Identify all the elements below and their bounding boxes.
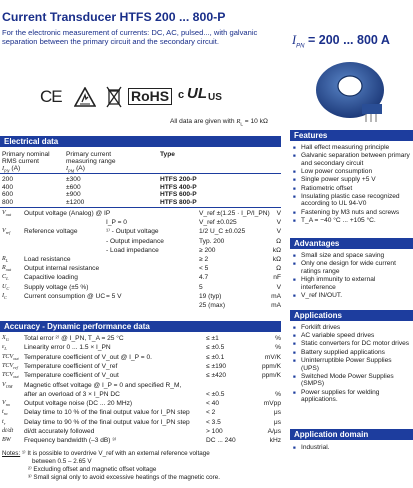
accuracy-unit: ppm/K (261, 362, 281, 370)
advantages-list (292, 252, 410, 300)
esd-warning-icon (74, 87, 96, 107)
col-range-line1: Primary current (66, 151, 112, 158)
feature-item: ■ Single power supply +5 V (292, 176, 410, 184)
accuracy-label: after an overload of 3 × I_PN DC (24, 390, 120, 398)
application-domain-list (292, 444, 410, 452)
application-item: ■ Uninterruptible Power Supplies (UPS) (292, 357, 410, 372)
accuracy-symbol: $TCV_{out}$ (2, 372, 19, 380)
ul-mark-us: US (208, 92, 222, 103)
electrical-data-header: Electrical data (0, 136, 281, 147)
intro-text: For the electronic measurement of currents: DC, AC, pulsed..., with galvanic separation between the primary circuit and the secondary circuit. (2, 28, 258, 46)
accuracy-value: < 3.5 (206, 418, 221, 426)
feature-item: ■ Hall effect measuring principle (292, 144, 410, 152)
transducer-product-image (292, 52, 402, 126)
accuracy-value: ≤ ±0.5 (206, 344, 225, 352)
accuracy-symbol: $t_r$ (2, 418, 6, 426)
accuracy-label: Magnetic offset voltage @ I_P = 0 and specified R_M, (24, 381, 182, 389)
type-row-model: HTFS 600-P (160, 191, 197, 199)
accuracy-value: > 100 (206, 428, 223, 435)
type-row-model: HTFS 800-P (160, 198, 197, 206)
domain-item: ■ Industrial. (292, 444, 410, 452)
table-header-divider (0, 173, 281, 174)
accuracy-value: ≤ ±190 (206, 362, 227, 370)
application-domain-header: Application domain (290, 429, 413, 440)
param-symbol: $I_C$ (2, 292, 7, 301)
param-value: ≥ 2 (199, 256, 209, 263)
applications-list (292, 324, 410, 405)
ul-mark-c: c (178, 89, 185, 101)
param-unit: kΩ (272, 256, 281, 263)
param-unit: nF (273, 274, 281, 282)
param-unit: mA (271, 302, 281, 309)
accuracy-label: Linearity error 0 ... 1.5 × I_PN (24, 344, 111, 352)
load-resistance-note: All data are given with $R_L = 10$ kΩ (170, 118, 268, 127)
application-item: ■ Switched Mode Power Supplies (SMPS) (292, 373, 410, 388)
note-3: ³⁾ Small signal only to avoid excessive heatings of the magnetic core. (28, 474, 220, 481)
accuracy-symbol: $TCV_{out}$ (2, 353, 19, 361)
accuracy-symbol: $X_G$ (2, 335, 9, 343)
col-primary-sym: $I_{PN}$ (A) (2, 165, 21, 174)
advantage-item: ■ High immunity to external interference (292, 276, 410, 291)
accuracy-unit: kHz (269, 437, 281, 445)
param-label: Current consumption @ UC (24, 292, 106, 300)
nominal-current-range: $I_{PN} = 200$ ... 800 A (292, 33, 390, 50)
param-value: 4.7 (199, 274, 209, 282)
param-condition: - Output impedance (106, 237, 164, 245)
advantages-header: Advantages (290, 238, 413, 249)
accuracy-label: Temperature coefficient of V_out (24, 372, 119, 380)
accuracy-label: Output voltage noise (DC ... 20 MHz) (24, 400, 133, 408)
application-item: ■ AC variable speed drives (292, 332, 410, 340)
accuracy-unit: mVpp (263, 400, 281, 408)
certification-marks (40, 86, 290, 110)
feature-item: ■ T_A = −40 °C ... +105 °C. (292, 217, 410, 225)
accuracy-value: < ±0.5 (206, 390, 225, 398)
param-unit: V (276, 228, 281, 236)
accuracy-value: DC ... 240 (206, 437, 236, 445)
application-item: ■ Static converters for DC motor drives (292, 340, 410, 348)
accuracy-label: Delay time to 10 % of the final output value for I_PN step (24, 409, 190, 417)
weee-bin-icon (106, 86, 122, 108)
applications-header: Applications (290, 310, 413, 321)
features-list (292, 144, 410, 225)
accuracy-symbol: BW (2, 437, 11, 444)
param-label: Supply voltage (±5 %) (24, 283, 89, 291)
accuracy-symbol: $V_{OM}$ (2, 381, 13, 389)
features-header: Features (290, 130, 413, 141)
notes-label: Notes: (2, 450, 21, 457)
feature-item: ■ Low power consumption (292, 168, 410, 176)
param-unit: mA (271, 292, 281, 300)
rohs-mark: RoHS (128, 88, 172, 105)
accuracy-label: Frequency bandwidth (–3 dB) ³⁾ (24, 437, 117, 445)
accuracy-unit: ppm/K (261, 372, 281, 380)
advantage-item: ■ Only one design for wide current ratings range (292, 260, 410, 275)
param-condition: = 5 V (106, 292, 122, 300)
notes (2, 450, 220, 482)
accuracy-label: di/dt accurately followed (24, 428, 95, 435)
accuracy-header: Accuracy - Dynamic performance data (0, 321, 281, 332)
note-1: ¹⁾ It is possible to overdrive V_ref with an external reference voltage (21, 450, 210, 457)
accuracy-unit: A/μs (267, 428, 281, 435)
type-row-ipm: ±900 (66, 191, 81, 199)
ul-mark-icon: UL (187, 85, 207, 102)
accuracy-symbol: $TCV_{ref}$ (2, 362, 18, 371)
type-table-divider (0, 207, 281, 208)
page-title: Current Transducer HTFS 200 ... 800-P (2, 10, 226, 24)
param-symbol: $V_{ref}$ (2, 228, 11, 236)
type-row-ipn: 200 (2, 176, 14, 183)
type-row-ipn: 400 (2, 183, 14, 191)
param-unit: Ω (276, 265, 281, 273)
param-symbol: $V_{out}$ (2, 210, 12, 218)
param-label: Output voltage (Analog) @ IP (24, 210, 111, 217)
col-range-sym: $I_{PM}$ (A) (66, 165, 85, 174)
application-item: ■ Power supplies for welding applications. (292, 389, 410, 404)
param-value: V_ref ±0.025 (199, 219, 237, 227)
param-symbol: $R_{out}$ (2, 265, 12, 273)
application-item: ■ Forklift drives (292, 324, 410, 332)
accuracy-unit: μs (273, 409, 281, 417)
accuracy-symbol: di/dt (2, 428, 14, 434)
param-condition: - Load impedance (106, 246, 159, 254)
param-value: ≥ 200 (199, 246, 216, 254)
note-1b: between 0.5 – 2.65 V (32, 458, 92, 465)
advantage-item: ■ V_ref IN/OUT. (292, 292, 410, 300)
param-value: < 5 (199, 265, 209, 273)
param-unit: V (276, 210, 281, 217)
accuracy-label: Temperature coefficient of V_out @ I_P = 0. (24, 353, 152, 361)
type-row-ipm: ±600 (66, 183, 81, 191)
accuracy-value: ≤ ±420 (206, 372, 227, 380)
col-type: Type (160, 151, 175, 158)
param-symbol: $U_C$ (2, 283, 10, 291)
accuracy-unit: % (275, 390, 281, 398)
ce-mark-icon: CE (40, 87, 62, 106)
param-value: 1/2 U_C ±0.025 (199, 228, 246, 236)
accuracy-symbol: $V_{no}$ (2, 400, 11, 408)
accuracy-unit: mV/K (264, 353, 281, 361)
param-unit: Ω (276, 237, 281, 245)
type-row-model: HTFS 400-P (160, 183, 197, 191)
param-condition: I_P = 0 (106, 219, 127, 227)
feature-item: ■ Fastening by M3 nuts and screws (292, 209, 410, 217)
advantage-item: ■ Small size and space saving (292, 252, 410, 260)
col-primary-line1: Primary nominal (2, 151, 50, 158)
type-row-ipn: 800 (2, 198, 14, 206)
type-row-ipn: 600 (2, 191, 14, 199)
type-row-ipm: ±300 (66, 176, 81, 183)
accuracy-value: < 2 (206, 409, 216, 417)
param-value: 5 (199, 283, 203, 291)
type-row-ipm: ±1200 (66, 198, 85, 206)
accuracy-unit: μs (273, 418, 281, 426)
accuracy-label: Temperature coefficient of V_ref (24, 362, 118, 370)
param-symbol: $R_L$ (2, 256, 9, 264)
param-unit: V (276, 283, 281, 291)
param-label: Reference voltage (24, 228, 78, 236)
param-unit: V (276, 219, 281, 227)
feature-item: ■ Galvanic separation between primary and secondary circuit (292, 152, 410, 167)
accuracy-value: ≤ ±1 (206, 335, 219, 342)
accuracy-unit: % (275, 335, 281, 342)
col-primary-line2: RMS current (2, 158, 40, 165)
feature-item: ■ Insulating plastic case recognized according to UL 94-V0 (292, 193, 410, 208)
param-symbol: $C_L$ (2, 274, 9, 282)
accuracy-symbol: $t_{ra}$ (2, 409, 8, 417)
col-range-line2: measuring range (66, 158, 116, 165)
note-2: ²⁾ Excluding offset and magnetic offset voltage (28, 466, 157, 473)
param-value: V_ref ±(1.25 · I_P/I_PN) (199, 210, 270, 217)
param-condition: ¹⁾ - Output voltage (106, 228, 159, 236)
application-item: ■ Battery supplied applications (292, 349, 410, 357)
accuracy-symbol: $\varepsilon_L$ (2, 344, 7, 352)
param-label: Capacitive loading (24, 274, 78, 282)
param-value: 19 (typ) (199, 292, 222, 300)
param-label: Load resistance (24, 256, 71, 263)
param-unit: kΩ (272, 246, 281, 254)
type-row-model: HTFS 200-P (160, 176, 197, 183)
param-value: Typ. 200 (199, 237, 225, 245)
accuracy-unit: % (275, 344, 281, 352)
accuracy-label: Delay time to 90 % of the final output value for I_PN step (24, 418, 190, 426)
accuracy-label: Total error ²⁾ @ I_PN, T_A = 25 °C (24, 335, 124, 342)
param-label: Output internal resistance (24, 265, 100, 273)
param-value: 25 (max) (199, 302, 226, 309)
feature-item: ■ Ratiometric offset (292, 185, 410, 193)
accuracy-value: < 40 (206, 400, 220, 408)
accuracy-value: ≤ ±0.1 (206, 353, 225, 361)
